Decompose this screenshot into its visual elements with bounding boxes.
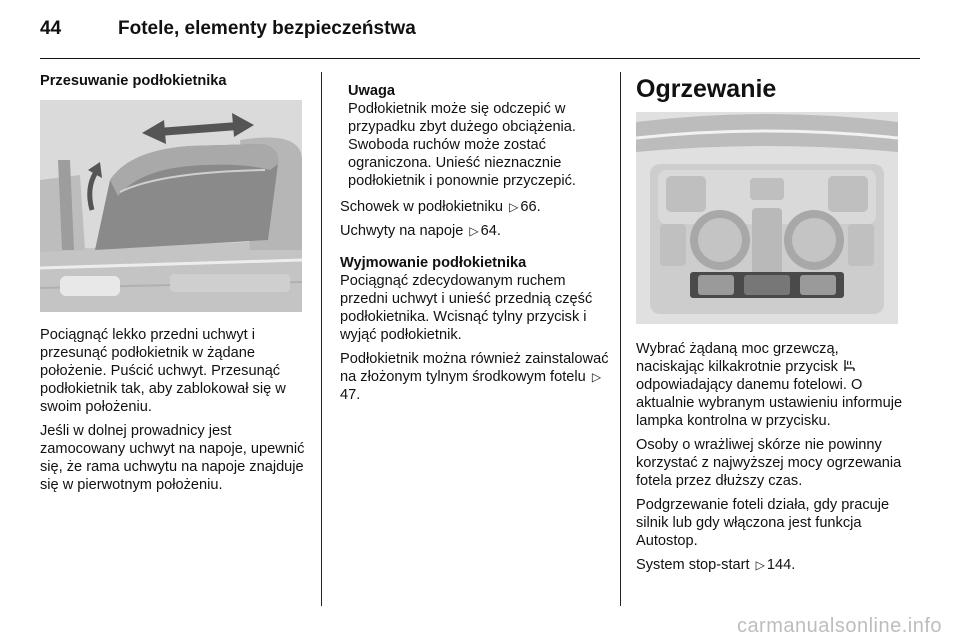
note-text: Podłokietnik może się odczepić w przypadku zbyt dużego obciążenia. Swoboda ruchów może zostać ograniczona. Unieść nieznacznie podłokietnik i ponownie przyczepić. bbox=[348, 101, 576, 189]
armrest-illustration bbox=[40, 100, 302, 312]
xref-stop-start: System stop-start ▷ 144. bbox=[636, 557, 796, 573]
triangle-right-icon: ▷ bbox=[469, 224, 479, 238]
armrest-adjust-text-2: Jeśli w dolnej prowadnicy jest zamocowany uchwyt na napoje, upewnić się, że rama uchwytu na napoje znajduje się w pierwotnym położeniu. bbox=[40, 423, 305, 493]
xref-storage: Schowek w podłokietniku ▷ 66. bbox=[340, 199, 541, 215]
seat-heating-text-2: Osoby o wrażliwej skórze nie powinny korzystać z najwyższej mocy ogrzewania fotela przez dłuższy czas. bbox=[636, 437, 902, 489]
seat-heating-text-3: Podgrzewanie foteli działa, gdy pracuje silnik lub gdy włączona jest funkcja Autostop. bbox=[636, 497, 890, 549]
armrest-removal-heading: Wyjmowanie podłokietnika bbox=[340, 255, 527, 271]
triangle-right-icon: ▷ bbox=[591, 370, 602, 384]
page-title: Fotele, elementy bezpieczeństwa bbox=[118, 18, 416, 39]
climate-panel-illustration bbox=[636, 112, 898, 324]
seat-heating-text-1: Wybrać żądaną moc grzewczą, naciskając kilkakrotnie przycisk odpowiadający danemu fotelowi. O aktualnie wybranym ustawieniu informuje lampka kontrolna w przycisku. bbox=[636, 341, 903, 429]
triangle-right-icon: ▷ bbox=[755, 558, 765, 572]
triangle-right-icon: ▷ bbox=[509, 200, 519, 214]
note-box bbox=[340, 82, 610, 190]
column-armrest-adjust bbox=[40, 72, 305, 500]
armrest-adjust-text-1: Pociągnąć lekko przedni uchwyt i przesunąć podłokietnik w żądane położenie. Puścić uchwyt. Przesunąć podłokietnik tak, aby zablokował się w swoim położeniu. bbox=[40, 327, 286, 415]
note-label: Uwaga bbox=[348, 83, 396, 99]
seat-heating-icon bbox=[842, 359, 856, 373]
watermark: carmanualsonline.info bbox=[736, 615, 942, 637]
armrest-removal-text: Pociągnąć zdecydowanym ruchem przedni uchwyt i unieść przednią część podłokietnika. Wcisnąć tylny przycisk i wyjąć podłokietnik. bbox=[340, 273, 593, 343]
xref-cupholders: Uchwyty na napoje ▷ 64. bbox=[340, 223, 501, 239]
column-divider-2 bbox=[620, 72, 621, 606]
armrest-adjust-heading: Przesuwanie podłokietnika bbox=[40, 73, 227, 89]
page-number: 44 bbox=[40, 18, 62, 39]
page-header bbox=[40, 18, 416, 48]
seat-heating-title: Ogrzewanie bbox=[636, 75, 777, 103]
column-armrest-note bbox=[340, 82, 610, 410]
armrest-install-text: Podłokietnik można również zainstalować na złożonym tylnym środkowym fotelu ▷47. bbox=[340, 351, 609, 403]
column-divider-1 bbox=[321, 72, 322, 606]
header-divider bbox=[40, 58, 920, 59]
column-seat-heating bbox=[636, 72, 906, 580]
